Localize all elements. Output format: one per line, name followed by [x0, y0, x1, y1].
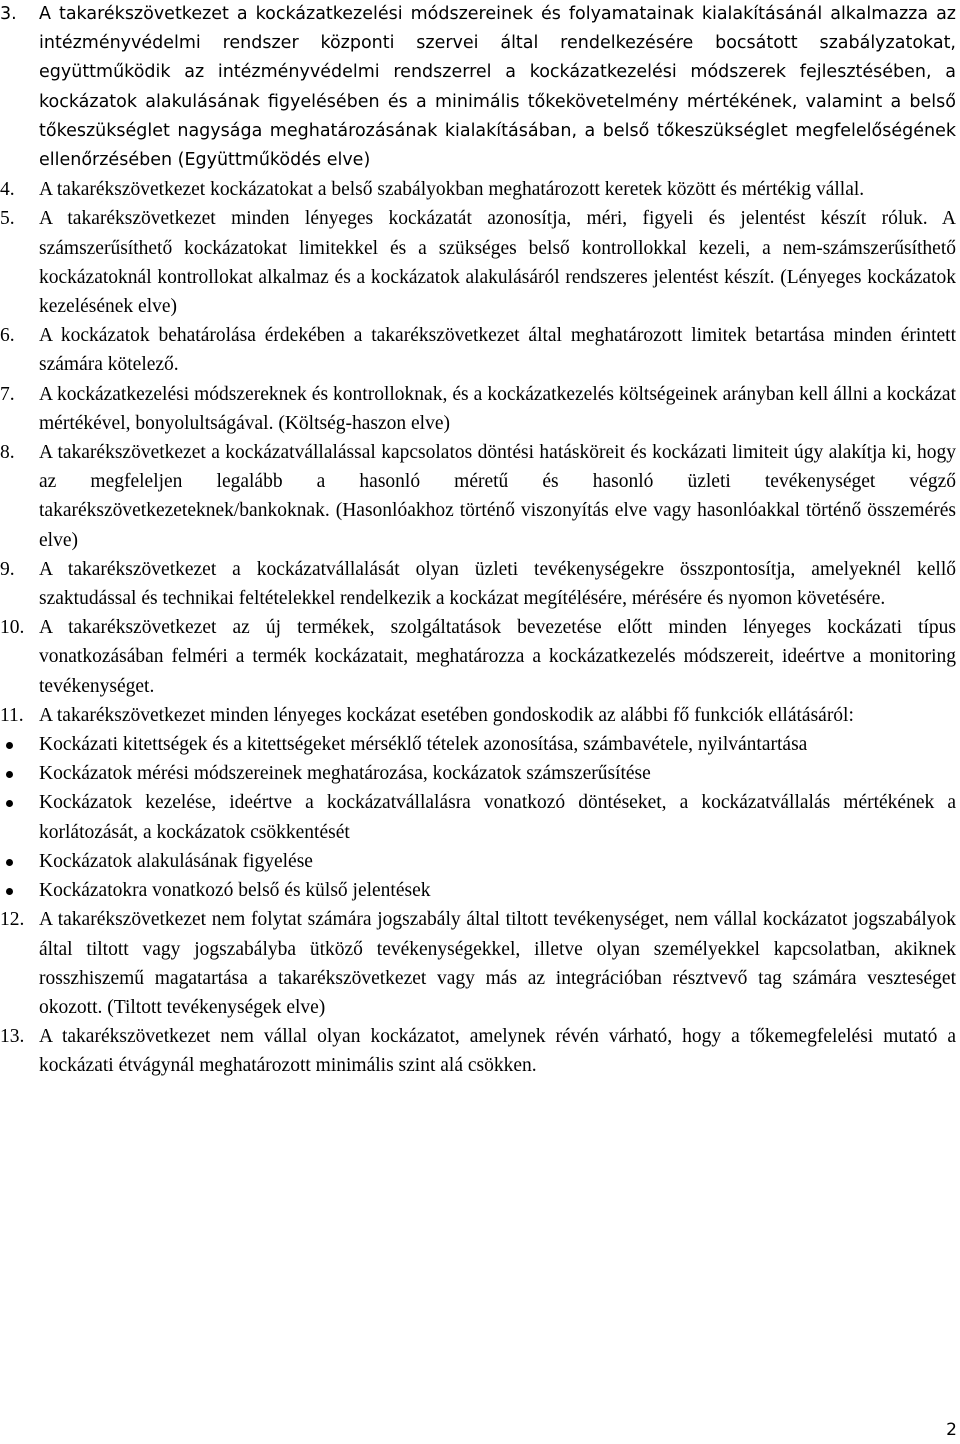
- bullet-item: [0, 876, 956, 905]
- bullet-item: [0, 847, 956, 876]
- item-number: 10.: [0, 617, 25, 639]
- list-item: [0, 613, 956, 701]
- bullet-text: Kockázatok kezelése, ideértve a kockázatvállalásra vonatkozó döntéseket, a kockázatvállalás mértékének a korlátozását, a kockázatok csökkentését: [39, 792, 956, 843]
- item-text: A takarékszövetkezet minden lényeges kockázat esetében gondoskodik az alábbi fő funkciók ellátásáról:: [39, 704, 854, 726]
- item-number: 7.: [0, 383, 15, 405]
- list-item: [0, 555, 956, 613]
- page-number: 2: [946, 1420, 957, 1440]
- item-text: A takarékszövetkezet nem vállal olyan kockázatot, amelynek révén várható, hogy a tőkemegfelelési mutató a kockázati étvágynál meghatározott minimális szint alá csökken.: [39, 1026, 956, 1077]
- list-item: [0, 701, 956, 730]
- bullet-item: [0, 788, 956, 846]
- bullet-text: Kockázatok mérési módszereinek meghatározása, kockázatok számszerűsítése: [39, 763, 651, 785]
- list-item: [0, 380, 956, 438]
- list-item: [0, 0, 956, 175]
- item-number: 5.: [0, 208, 15, 230]
- item-text: A takarékszövetkezet a kockázatkezelési módszereinek és folyamatainak kialakításánál alkalmazza az intézményvédelmi rendszer központi szervei által rendelkezésére bocsátott szabályzatokat, együttműködik az intézményvédelmi rendszerrel a kockázatkezelési módszerek fejlesztésében, a kockázatok alakulásának figyelésében és a minimális tőkekövetelmény mértékének, valamint a belső tőkeszükséglet nagysága meghatározásának kialakításában, a belső tőkeszükséglet megfelelőségének ellenőrzésében (Együttműködés elve): [39, 4, 956, 171]
- bullet-icon: [6, 742, 13, 749]
- item-text: A takarékszövetkezet minden lényeges kockázatát azonosítja, méri, figyeli és jelentést készít róluk. A számszerűsíthető kockázatokat limitekkel és a szükséges belső kontrollokkal kezeli, a nem-számszerűsíthető kockázatoknál kontrollokat alkalmaz és a kockázatok alakulásáról rendszeres jelentést készít. (Lényeges kockázatok kezelésének elve): [39, 208, 956, 318]
- bullet-text: Kockázatok alakulásának figyelése: [39, 850, 313, 872]
- item-text: A takarékszövetkezet nem folytat számára jogszabály által tiltott tevékenységet, nem vállal kockázatot jogszabályok által tiltott vagy jogszabályba ütköző tevékenységekkel, illetve olyan személyekkel kapcsolatban, akiknek rosszhiszemű magatartása a takarékszövetkezet vagy más az integrációban résztvevő tag számára veszteséget okozott. (Tiltott tevékenységek elve): [39, 909, 956, 1018]
- bullet-text: Kockázatokra vonatkozó belső és külső jelentések: [39, 880, 431, 902]
- bullet-text: Kockázati kitettségek és a kitettségeket mérséklő tételek azonosítása, számbavétele, nyilvántartása: [39, 734, 808, 756]
- list-item: [0, 1022, 956, 1080]
- item-number: 3.: [0, 4, 17, 24]
- item-number: 12.: [0, 909, 25, 931]
- bullet-icon: [6, 800, 13, 807]
- list-item: [0, 204, 956, 321]
- item-number: 13.: [0, 1026, 25, 1048]
- list-item: [0, 175, 956, 204]
- item-number: 8.: [0, 442, 15, 464]
- bullet-icon: [6, 771, 13, 778]
- item-number: 4.: [0, 179, 15, 201]
- item-number: 6.: [0, 325, 15, 347]
- item-text: A kockázatkezelési módszereknek és kontrolloknak, és a kockázatkezelés költségeinek arányban kell állni a kockázat mértékével, bonyolultságával. (Költség-haszon elve): [39, 383, 956, 434]
- item-number: 11.: [0, 704, 24, 726]
- item-text: A takarékszövetkezet a kockázatvállalással kapcsolatos döntési hatásköreit és kockázati limiteit úgy alakítja ki, hogy az megfeleljen legalább a hasonló méretű és hasonló üzleti tevékenységet végző takarékszövetkezeteknek/bankoknak. (Hasonlóakhoz történő viszonyítás elve vagy hasonlóakkal történő összemérés elve): [39, 442, 956, 551]
- bullet-icon: [6, 859, 13, 866]
- bullet-item: [0, 759, 956, 788]
- list-item: [0, 905, 956, 1022]
- list-item: [0, 321, 956, 379]
- list-item: [0, 438, 956, 555]
- item-text: A kockázatok behatárolása érdekében a takarékszövetkezet által meghatározott limitek betartása minden érintett számára kötelező.: [39, 325, 956, 376]
- bullet-icon: [6, 888, 13, 895]
- item-text: A takarékszövetkezet az új termékek, szolgáltatások bevezetése előtt minden lényeges kockázati típus vonatkozásában felméri a termék kockázatait, meghatározza a kockázatkezelés módszereit, ideértve a monitoring tevékenységet.: [39, 617, 956, 697]
- item-number: 9.: [0, 558, 15, 580]
- item-text: A takarékszövetkezet a kockázatvállalását olyan üzleti tevékenységekre összpontosítja, amelyeknél kellő szaktudással és technikai feltételekkel rendelkezik a kockázat megítélésére, mérésére és nyomon követésére.: [39, 558, 956, 610]
- bullet-item: [0, 730, 956, 759]
- item-text: A takarékszövetkezet kockázatokat a belső szabályokban meghatározott keretek között és mértékig vállal.: [39, 179, 865, 201]
